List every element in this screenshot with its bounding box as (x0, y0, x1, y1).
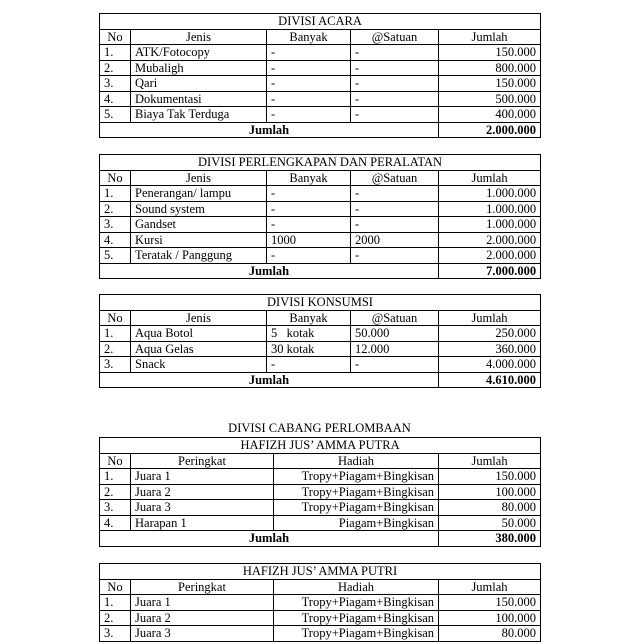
cell-satuan: - (351, 45, 439, 61)
cell-jumlah: 100.000 (439, 610, 541, 626)
cell-no: 2. (100, 201, 131, 217)
table-row (100, 76, 541, 92)
total-label: Jumlah (100, 263, 439, 279)
cell-jumlah: 400.000 (439, 107, 541, 123)
cell-hadiah: Tropy+Piagam+Bingkisan (274, 610, 439, 626)
cell-no: 2. (100, 341, 131, 357)
cell-no: 3. (100, 76, 131, 92)
cell-jumlah: 150.000 (439, 45, 541, 61)
cell-no: 4. (100, 515, 131, 531)
cell-jumlah: 250.000 (439, 326, 541, 342)
section-title-cabang-perlombaan: DIVISI CABANG PERLOMBAAN (228, 421, 411, 435)
cell-satuan: - (351, 91, 439, 107)
header-jumlah: Jumlah (439, 170, 541, 186)
cell-no: 3. (100, 217, 131, 233)
table-row (100, 484, 541, 500)
cell-satuan: - (351, 186, 439, 202)
cell-hadiah: Tropy+Piagam+Bingkisan (274, 500, 439, 516)
cell-no: 4. (100, 91, 131, 107)
table-row (100, 91, 541, 107)
cell-jumlah: 360.000 (439, 341, 541, 357)
header-no: No (100, 29, 131, 45)
table-row (100, 248, 541, 264)
cell-no: 2. (100, 610, 131, 626)
cell-jenis: ATK/Fotocopy (131, 45, 267, 61)
cell-jenis: Penerangan/ lampu (131, 186, 267, 202)
total-value: 4.610.000 (439, 372, 541, 388)
cell-no: 3. (100, 626, 131, 642)
cell-jumlah: 2.000.000 (439, 232, 541, 248)
cell-jumlah: 150.000 (439, 76, 541, 92)
cell-satuan: - (351, 60, 439, 76)
cell-jenis: Gandset (131, 217, 267, 233)
cell-peringkat: Juara 2 (131, 610, 274, 626)
cell-banyak: 30 kotak (267, 341, 351, 357)
cell-jenis: Sound system (131, 201, 267, 217)
cell-peringkat: Juara 3 (131, 500, 274, 516)
total-row (100, 531, 541, 547)
total-label: Jumlah (100, 531, 439, 547)
header-peringkat: Peringkat (131, 453, 274, 469)
cell-jumlah: 500.000 (439, 91, 541, 107)
table-row (100, 500, 541, 516)
table-title: DIVISI KONSUMSI (100, 295, 541, 311)
header-jenis: Jenis (131, 310, 267, 326)
table-row (100, 515, 541, 531)
table-row (100, 201, 541, 217)
cell-satuan: - (351, 217, 439, 233)
header-satuan: @Satuan (351, 29, 439, 45)
cell-satuan: 2000 (351, 232, 439, 248)
cell-jumlah: 1.000.000 (439, 201, 541, 217)
cell-banyak: - (267, 45, 351, 61)
total-row (100, 372, 541, 388)
cell-peringkat: Juara 1 (131, 469, 274, 485)
cell-hadiah: Tropy+Piagam+Bingkisan (274, 626, 439, 642)
header-satuan: @Satuan (351, 170, 439, 186)
cell-jumlah: 1.000.000 (439, 217, 541, 233)
cell-jumlah: 50.000 (439, 515, 541, 531)
table-row (100, 595, 541, 611)
cell-jenis: Aqua Gelas (131, 341, 267, 357)
table-row (100, 626, 541, 642)
cell-banyak: 1000 (267, 232, 351, 248)
table-row (100, 186, 541, 202)
cell-jenis: Aqua Botol (131, 326, 267, 342)
cell-no: 3. (100, 357, 131, 373)
cell-jenis: Teratak / Panggung (131, 248, 267, 264)
cell-jenis: Mubaligh (131, 60, 267, 76)
header-jenis: Jenis (131, 29, 267, 45)
total-value: 2.000.000 (439, 122, 541, 138)
total-value: 380.000 (439, 531, 541, 547)
total-value: 7.000.000 (439, 263, 541, 279)
cell-no: 1. (100, 186, 131, 202)
header-hadiah: Hadiah (274, 579, 439, 595)
cell-banyak: 5 kotak (267, 326, 351, 342)
cell-banyak: - (267, 217, 351, 233)
table-row (100, 60, 541, 76)
cell-banyak: - (267, 186, 351, 202)
total-label: Jumlah (100, 122, 439, 138)
total-row (100, 263, 541, 279)
cell-jenis: Dokumentasi (131, 91, 267, 107)
cell-no: 3. (100, 500, 131, 516)
cell-jumlah: 800.000 (439, 60, 541, 76)
total-row (100, 122, 541, 138)
cell-satuan: - (351, 201, 439, 217)
table-row (100, 107, 541, 123)
table-row (100, 357, 541, 373)
cell-satuan: - (351, 357, 439, 373)
header-jumlah: Jumlah (439, 29, 541, 45)
cell-no: 2. (100, 484, 131, 500)
cell-banyak: - (267, 107, 351, 123)
cell-no: 1. (100, 595, 131, 611)
table-row (100, 326, 541, 342)
cell-no: 5. (100, 248, 131, 264)
cell-no: 1. (100, 45, 131, 61)
cell-banyak: - (267, 60, 351, 76)
cell-satuan: 12.000 (351, 341, 439, 357)
cell-jumlah: 2.000.000 (439, 248, 541, 264)
cell-jumlah: 150.000 (439, 469, 541, 485)
header-banyak: Banyak (267, 29, 351, 45)
header-banyak: Banyak (267, 310, 351, 326)
cell-jenis: Qari (131, 76, 267, 92)
table-title: HAFIZH JUS’ AMMA PUTRI (100, 564, 541, 580)
cell-peringkat: Juara 3 (131, 626, 274, 642)
cell-jumlah: 150.000 (439, 595, 541, 611)
cell-hadiah: Tropy+Piagam+Bingkisan (274, 595, 439, 611)
cell-peringkat: Juara 1 (131, 595, 274, 611)
table-row (100, 232, 541, 248)
total-label: Jumlah (100, 372, 439, 388)
header-banyak: Banyak (267, 170, 351, 186)
cell-jenis: Snack (131, 357, 267, 373)
table-title: DIVISI PERLENGKAPAN DAN PERALATAN (100, 155, 541, 171)
header-no: No (100, 310, 131, 326)
cell-hadiah: Piagam+Bingkisan (274, 515, 439, 531)
cell-hadiah: Tropy+Piagam+Bingkisan (274, 469, 439, 485)
cell-no: 1. (100, 326, 131, 342)
cell-satuan: - (351, 107, 439, 123)
cell-jumlah: 1.000.000 (439, 186, 541, 202)
table-row (100, 469, 541, 485)
header-no: No (100, 579, 131, 595)
cell-jumlah: 80.000 (439, 500, 541, 516)
table-row (100, 45, 541, 61)
cell-peringkat: Harapan 1 (131, 515, 274, 531)
cell-jumlah: 4.000.000 (439, 357, 541, 373)
cell-no: 2. (100, 60, 131, 76)
cell-no: 4. (100, 232, 131, 248)
table-row (100, 610, 541, 626)
cell-banyak: - (267, 201, 351, 217)
cell-peringkat: Juara 2 (131, 484, 274, 500)
table-divisi-acara (99, 13, 541, 138)
cell-jenis: Kursi (131, 232, 267, 248)
table-row (100, 341, 541, 357)
cell-satuan: - (351, 76, 439, 92)
header-hadiah: Hadiah (274, 453, 439, 469)
cell-hadiah: Tropy+Piagam+Bingkisan (274, 484, 439, 500)
cell-satuan: - (351, 248, 439, 264)
header-satuan: @Satuan (351, 310, 439, 326)
cell-banyak: - (267, 357, 351, 373)
cell-banyak: - (267, 76, 351, 92)
cell-no: 5. (100, 107, 131, 123)
cell-jumlah: 80.000 (439, 626, 541, 642)
header-no: No (100, 453, 131, 469)
header-jenis: Jenis (131, 170, 267, 186)
table-title: DIVISI ACARA (100, 14, 541, 30)
table-hafizh-putra (99, 437, 541, 547)
table-divisi-perlengkapan (99, 154, 541, 279)
table-divisi-konsumsi (99, 294, 541, 388)
cell-no: 1. (100, 469, 131, 485)
table-title: HAFIZH JUS’ AMMA PUTRA (100, 438, 541, 454)
header-no: No (100, 170, 131, 186)
cell-satuan: 50.000 (351, 326, 439, 342)
cell-banyak: - (267, 91, 351, 107)
header-jumlah: Jumlah (439, 310, 541, 326)
header-jumlah: Jumlah (439, 453, 541, 469)
table-row (100, 217, 541, 233)
cell-banyak: - (267, 248, 351, 264)
cell-jenis: Biaya Tak Terduga (131, 107, 267, 123)
header-jumlah: Jumlah (439, 579, 541, 595)
cell-jumlah: 100.000 (439, 484, 541, 500)
header-peringkat: Peringkat (131, 579, 274, 595)
